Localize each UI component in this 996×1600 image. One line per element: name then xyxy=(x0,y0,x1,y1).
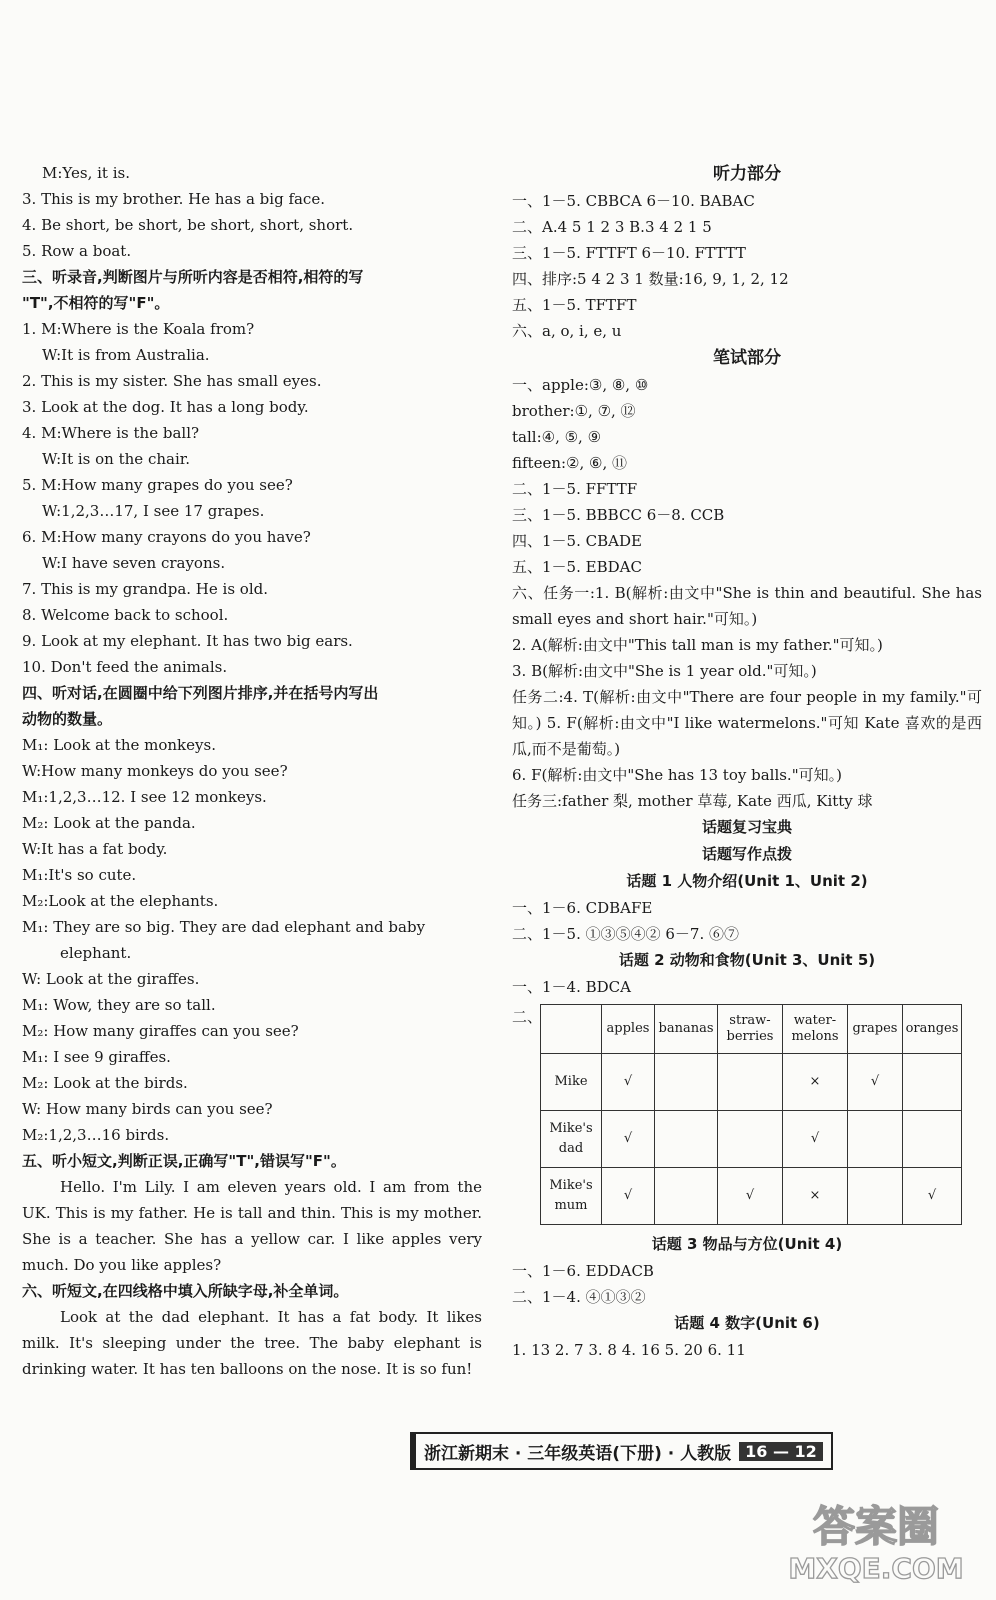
table-cell: × xyxy=(783,1054,848,1111)
section-heading: 三、听录音,判断图片与所听内容是否相符,相符的写 xyxy=(22,268,364,286)
table-cell xyxy=(655,1054,718,1111)
text-line: 2. This is my sister. She has small eyes. xyxy=(22,372,322,390)
review-title: 话题复习宝典 xyxy=(701,818,792,836)
text-line: 7. This is my grandpa. He is old. xyxy=(22,580,268,598)
footer-banner xyxy=(410,1432,833,1470)
text-line: W: How many birds can you see? xyxy=(22,1100,273,1118)
answer-line: brother:①, ⑦, ⑫ xyxy=(512,402,636,420)
answer-line: 二、1－4. ④①③② xyxy=(512,1288,646,1306)
text-line: W:It is from Australia. xyxy=(42,346,210,364)
table-row xyxy=(541,1054,962,1111)
table-cell: √ xyxy=(718,1168,783,1225)
answer-line: 6. F(解析:由文中"She has 13 toy balls."可知。) xyxy=(512,766,842,784)
footer-title: 浙江新期末 · 三年级英语(下册) · 人教版 xyxy=(424,1443,732,1464)
text-line: W:1,2,3…17, I see 17 grapes. xyxy=(42,502,265,520)
section-heading: 五、听小短文,判断正误,正确写"T",错误写"F"。 xyxy=(22,1152,346,1170)
watermark-logo xyxy=(776,1493,976,1588)
answer-line: 六、任务一:1. B(解析:由文中"She is thin and beautiful. She has small eyes and short hair."可知。) xyxy=(512,584,982,628)
text-line: 10. Don't feed the animals. xyxy=(22,658,228,676)
section-heading: 动物的数量。 xyxy=(22,710,113,728)
table-label: 二、 xyxy=(512,1008,543,1026)
table-cell xyxy=(718,1054,783,1111)
section-heading: 六、听短文,在四线格中填入所缺字母,补全单词。 xyxy=(22,1282,349,1300)
fruit-table xyxy=(540,1004,962,1225)
table-cell: √ xyxy=(848,1054,903,1111)
table-cell xyxy=(848,1111,903,1168)
answer-line: 一、apple:③, ⑧, ⑩ xyxy=(512,376,649,394)
table-cell: × xyxy=(783,1168,848,1225)
topic-1-title: 话题 1 人物介绍(Unit 1、Unit 2) xyxy=(626,872,868,890)
text-line: W:How many monkeys do you see? xyxy=(22,762,288,780)
section-heading: "T",不相符的写"F"。 xyxy=(22,294,170,312)
page-number: 16 — 12 xyxy=(739,1442,823,1461)
text-line: 1. M:Where is the Koala from? xyxy=(22,320,255,338)
answer-line: 六、a, o, i, e, u xyxy=(512,322,622,340)
table-header-cell: grapes xyxy=(848,1005,903,1054)
text-line: W: Look at the giraffes. xyxy=(22,970,200,988)
table-cell: √ xyxy=(903,1168,962,1225)
text-line: 6. M:How many crayons do you have? xyxy=(22,528,311,546)
right-column xyxy=(512,160,982,1363)
table-header-cell xyxy=(541,1005,602,1054)
paragraph: Look at the dad elephant. It has a fat body. It likes milk. It's sleeping under the tree. The baby elephant is drinking water. It has ten balloons on the nose. It is so fun! xyxy=(22,1308,482,1378)
table-cell xyxy=(655,1111,718,1168)
text-line: M₁:It's so cute. xyxy=(22,866,137,884)
text-line: 9. Look at my elephant. It has two big ears. xyxy=(22,632,353,650)
answer-line: 二、1－5. ①③⑤④② 6－7. ⑥⑦ xyxy=(512,925,740,943)
answer-line: 一、1－4. BDCA xyxy=(512,978,631,996)
table-cell: √ xyxy=(602,1111,655,1168)
text-line: 5. M:How many grapes do you see? xyxy=(22,476,293,494)
topic-4-title: 话题 4 数字(Unit 6) xyxy=(674,1314,820,1332)
answer-line: 三、1－5. FTTFT 6－10. FTTTT xyxy=(512,244,746,262)
text-line: M₂: How many giraffes can you see? xyxy=(22,1022,299,1040)
watermark-site: MXQE.COM xyxy=(788,1552,964,1585)
text-line: 3. This is my brother. He has a big face. xyxy=(22,190,325,208)
text-line: 8. Welcome back to school. xyxy=(22,606,229,624)
text-line: 5. Row a boat. xyxy=(22,242,132,260)
table-header-cell: bananas xyxy=(655,1005,718,1054)
table-cell: Mike's mum xyxy=(541,1168,602,1225)
text-line: M₂:1,2,3…16 birds. xyxy=(22,1126,170,1144)
fruit-table-block xyxy=(512,1004,982,1225)
text-line: M₁: I see 9 giraffes. xyxy=(22,1048,171,1066)
text-line: W:It is on the chair. xyxy=(42,450,191,468)
watermark-brand: 答案圈 xyxy=(812,1502,940,1551)
text-line: M₁: Look at the monkeys. xyxy=(22,736,216,754)
text-line: M₂: Look at the panda. xyxy=(22,814,196,832)
table-header-cell: apples xyxy=(602,1005,655,1054)
answer-line: 任务二:4. T(解析:由文中"There are four people in my family."可知。) 5. F(解析:由文中"I like watermelons."可知 Kate 喜欢的是西瓜,而不是葡萄。) xyxy=(512,688,982,758)
answer-line: 五、1－5. TFTFT xyxy=(512,296,637,314)
table-header-cell: straw-berries xyxy=(718,1005,783,1054)
topic-2-title: 话题 2 动物和食物(Unit 3、Unit 5) xyxy=(618,951,876,969)
table-cell: √ xyxy=(602,1168,655,1225)
answer-line: fifteen:②, ⑥, ⑪ xyxy=(512,454,628,472)
table-row xyxy=(541,1168,962,1225)
answer-line: 五、1－5. EBDAC xyxy=(512,558,642,576)
answer-line: 四、1－5. CBADE xyxy=(512,532,642,550)
table-header-cell: oranges xyxy=(903,1005,962,1054)
answer-line: 四、排序:5 4 2 3 1 数量:16, 9, 1, 2, 12 xyxy=(512,270,789,288)
text-line: M₂:Look at the elephants. xyxy=(22,892,219,910)
table-cell: Mike's dad xyxy=(541,1111,602,1168)
listening-title: 听力部分 xyxy=(713,164,781,184)
table-cell: √ xyxy=(602,1054,655,1111)
table-cell xyxy=(655,1168,718,1225)
answer-line: 一、1－5. CBBCA 6－10. BABAC xyxy=(512,192,755,210)
table-cell: √ xyxy=(783,1111,848,1168)
answer-line: 三、1－5. BBBCC 6－8. CCB xyxy=(512,506,725,524)
written-title: 笔试部分 xyxy=(713,348,781,368)
text-line: M₁: They are so big. They are dad elephant and baby xyxy=(22,918,426,936)
table-cell xyxy=(903,1111,962,1168)
answer-line: 一、1－6. CDBAFE xyxy=(512,899,653,917)
answer-line: 一、1－6. EDDACB xyxy=(512,1262,654,1280)
table-header-row xyxy=(541,1005,962,1054)
answer-line: 任务三:father 梨, mother 草莓, Kate 西瓜, Kitty 球 xyxy=(512,792,873,810)
paragraph: Hello. I'm Lily. I am eleven years old. I am from the UK. This is my father. He is tall and thin. This is my mother. She is a teacher. She has a yellow car. I like apples very much. Do you like apples? xyxy=(22,1178,482,1274)
table-row xyxy=(541,1111,962,1168)
answer-line: tall:④, ⑤, ⑨ xyxy=(512,428,602,446)
writing-title: 话题写作点拨 xyxy=(701,845,792,863)
text-line: W:I have seven crayons. xyxy=(42,554,226,572)
text-line: 3. Look at the dog. It has a long body. xyxy=(22,398,309,416)
answer-line: 3. B(解析:由文中"She is 1 year old."可知。) xyxy=(512,662,817,680)
text-line: M:Yes, it is. xyxy=(42,164,130,182)
left-column xyxy=(22,160,482,1382)
text-line: M₂: Look at the birds. xyxy=(22,1074,188,1092)
answer-line: 二、1－5. FFTTF xyxy=(512,480,638,498)
topic-3-title: 话题 3 物品与方位(Unit 4) xyxy=(651,1235,843,1253)
answer-line: 2. A(解析:由文中"This tall man is my father."可知。) xyxy=(512,636,883,654)
table-cell: Mike xyxy=(541,1054,602,1111)
answer-line: 1. 13 2. 7 3. 8 4. 16 5. 20 6. 11 xyxy=(512,1341,746,1359)
text-line: M₁:1,2,3…12. I see 12 monkeys. xyxy=(22,788,267,806)
table-cell xyxy=(848,1168,903,1225)
text-line: 4. M:Where is the ball? xyxy=(22,424,200,442)
text-line: M₁: Wow, they are so tall. xyxy=(22,996,216,1014)
table-header-cell: water-melons xyxy=(783,1005,848,1054)
text-line: 4. Be short, be short, be short, short, short. xyxy=(22,216,354,234)
table-cell xyxy=(903,1054,962,1111)
table-cell xyxy=(718,1111,783,1168)
section-heading: 四、听对话,在圆圈中给下列图片排序,并在括号内写出 xyxy=(22,684,379,702)
text-line: W:It has a fat body. xyxy=(22,840,168,858)
answer-line: 二、A.4 5 1 2 3 B.3 4 2 1 5 xyxy=(512,218,712,236)
text-line: elephant. xyxy=(60,944,132,962)
